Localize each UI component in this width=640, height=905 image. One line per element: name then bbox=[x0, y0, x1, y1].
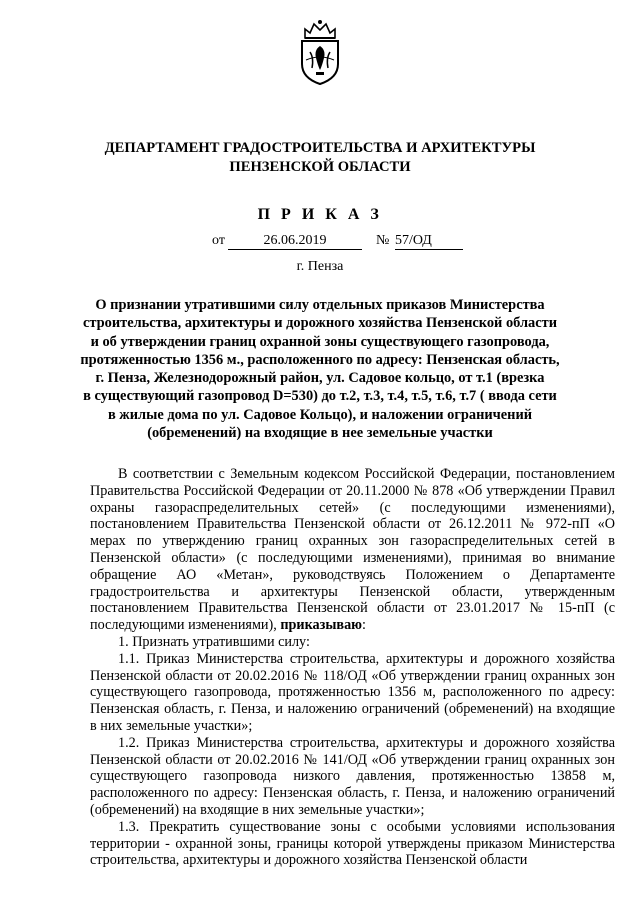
department-line-1: ДЕПАРТАМЕНТ ГРАДОСТРОИТЕЛЬСТВА И АРХИТЕКТУРЫ bbox=[104, 140, 536, 156]
item-1-3: 1.3. Прекратить существование зоны с особыми условиями использования территории - охранной зоны, границы которой утверждены приказом Министерства строительства, архитектуры и дорожного хозяйства Пензенской области bbox=[90, 818, 615, 869]
order-number: 57/ОД bbox=[395, 233, 463, 250]
subject-line: в существующий газопровод D=530) до т.2, т.3, т.4, т.5, т.6, т.7 ( ввода сети bbox=[83, 388, 557, 405]
preamble-text: В соответствии с Земельным кодексом Российской Федерации, постановлением Правительства Российской Федерации от 20.11.2000 № 878 «Об утверждении Правил охраны газораспределительных сетей» (с последующими изменениями), постановлением Правительства Пензенской области от 26.12.2011 № 972-пП «О мерах по утверждению границ охранных зон газораспределительных сетей в Пензенской области» (с последующими изменениями), принимая во внимание обращение АО «Метан», руководствуясь Положением о Департаменте градостроительства и архитектуры Пензенской области, утвержденным постановлением Правительства Пензенской области от 23.01.2017 № 15-пП (с последующими изменениями), bbox=[90, 466, 615, 634]
subject-line: строительства, архитектуры и дорожного хозяйства Пензенской области bbox=[83, 315, 557, 332]
number-sign: № bbox=[376, 233, 390, 248]
penza-coat-of-arms-icon bbox=[296, 18, 344, 86]
department-heading bbox=[0, 139, 640, 177]
subject-line: О признании утратившими силу отдельных приказов Министерства bbox=[95, 297, 545, 313]
preamble-end: : bbox=[362, 617, 366, 634]
preamble-paragraph bbox=[90, 466, 615, 634]
date-prefix: от bbox=[212, 233, 225, 248]
order-date-line bbox=[0, 233, 640, 253]
item-1-2: 1.2. Приказ Министерства строительства, архитектуры и дорожного хозяйства Пензенской области от 20.02.2016 № 141/ОД «Об утверждении границ охранных зон существующего газопровода низкого давления, протяженностью 13858 м, расположенного по адресу: Пензенская область, г. Пенза, и наложению ограничений (обременений) на входящие в них земельные участки»; bbox=[90, 734, 615, 818]
subject-line: и об утверждении границ охранной зоны существующего газопровода, bbox=[90, 333, 550, 350]
order-body bbox=[90, 466, 615, 869]
order-date: 26.06.2019 bbox=[228, 233, 362, 250]
item-1-1: 1.1. Приказ Министерства строительства, архитектуры и дорожного хозяйства Пензенской области от 20.02.2016 № 118/ОД «Об утверждении границ охранных зон существующего газопровода, протяженностью 1356 м, расположенного по адресу: Пензенская область, г. Пенза, и наложению ограничений (обременений) на входящие в них земельные участки»; bbox=[90, 650, 615, 734]
subject-line: в жилые дома по ул. Садовое Кольцо), и наложении ограничений bbox=[107, 406, 533, 423]
subject-line: протяженностью 1356 м., расположенного по адресу: Пензенская область, bbox=[80, 351, 560, 368]
order-title: П Р И К А З bbox=[257, 206, 383, 223]
order-city: г. Пенза bbox=[296, 259, 344, 274]
item-1: 1. Признать утратившими силу: bbox=[118, 633, 310, 650]
subject-line: г. Пенза, Железнодорожный район, ул. Садовое кольцо, от т.1 (врезка bbox=[95, 370, 545, 387]
subject-line: (обременений) на входящие в нее земельные участки bbox=[147, 425, 493, 442]
department-line-2: ПЕНЗЕНСКОЙ ОБЛАСТИ bbox=[229, 159, 411, 175]
order-subject bbox=[76, 296, 564, 442]
preamble-emphasis: приказываю bbox=[280, 617, 363, 634]
